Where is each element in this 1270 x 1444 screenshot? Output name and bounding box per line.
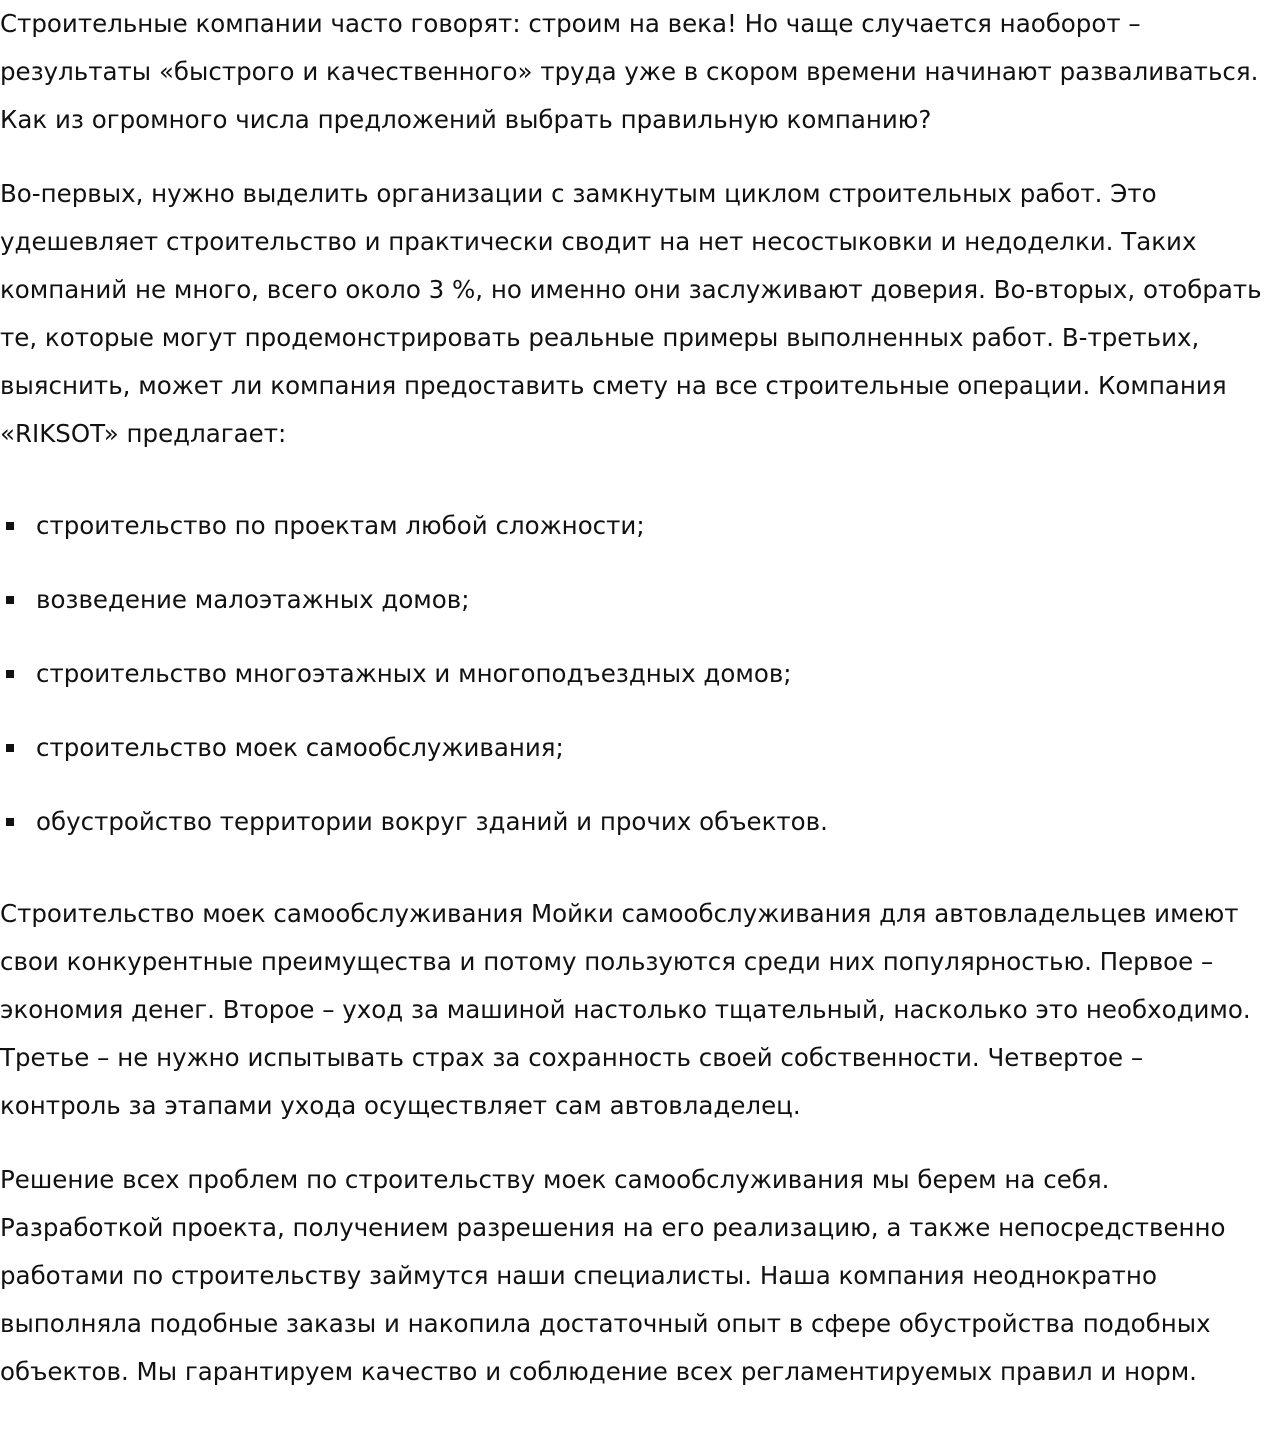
intro-paragraph: Строительные компании часто говорят: строим на века! Но чаще случается наоборот – результаты «быстрого и качественного» труда уже в скором времени начинают разваливаться. Как из огромного числа предложений выбрать правильную компанию?	[0, 9, 1259, 134]
guarantee-paragraph: Решение всех проблем по строительству моек самообслуживания мы берем на себя. Разработкой проекта, получением разрешения на его реализацию, а также непосредственно работами по строительству займутся наши специалисты. Наша компания неоднократно выполняла подобные заказы и накопила достаточный опыт в сфере обустройства подобных объектов. Мы гарантируем качество и соблюдение всех регламентируемых правил и норм.	[0, 1165, 1226, 1386]
list-item	[0, 798, 1270, 846]
square-bullet-icon	[6, 596, 14, 604]
service-label: строительство по проектам любой сложности;	[36, 511, 645, 540]
square-bullet-icon	[6, 522, 14, 530]
selection-criteria-paragraph: Во-первых, нужно выделить организации с замкнутым циклом строительных работ. Это удешевляет строительство и практически сводит на нет несостыковки и недоделки. Таких компаний не много, всего около 3 %, но именно они заслуживают доверия. Во-вторых, отобрать те, которые могут продемонстрировать реальные примеры выполненных работ. В-третьих, выяснить, может ли компания предоставить смету на все строительные операции. Компания «RIKSOT» предлагает:	[0, 179, 1262, 448]
service-label: строительство моек самообслуживания;	[36, 733, 564, 762]
square-bullet-icon	[6, 744, 14, 752]
list-item	[0, 724, 1270, 772]
list-item	[0, 502, 1270, 550]
service-label: строительство многоэтажных и многоподъездных домов;	[36, 659, 792, 688]
square-bullet-icon	[6, 670, 14, 678]
services-list	[0, 502, 1270, 846]
service-label: возведение малоэтажных домов;	[36, 585, 470, 614]
list-item	[0, 650, 1270, 698]
list-item	[0, 576, 1270, 624]
car-wash-paragraph: Строительство моек самообслуживания Мойки самообслуживания для автовладельцев имеют свои конкурентные преимущества и потому пользуются среди них популярностью. Первое – экономия денег. Второе – уход за машиной настолько тщательный, насколько это необходимо. Третье – не нужно испытывать страх за сохранность своей собственности. Четвертое – контроль за этапами ухода осуществляет сам автовладелец.	[0, 899, 1251, 1120]
square-bullet-icon	[6, 818, 14, 826]
service-label: обустройство территории вокруг зданий и прочих объектов.	[36, 807, 828, 836]
